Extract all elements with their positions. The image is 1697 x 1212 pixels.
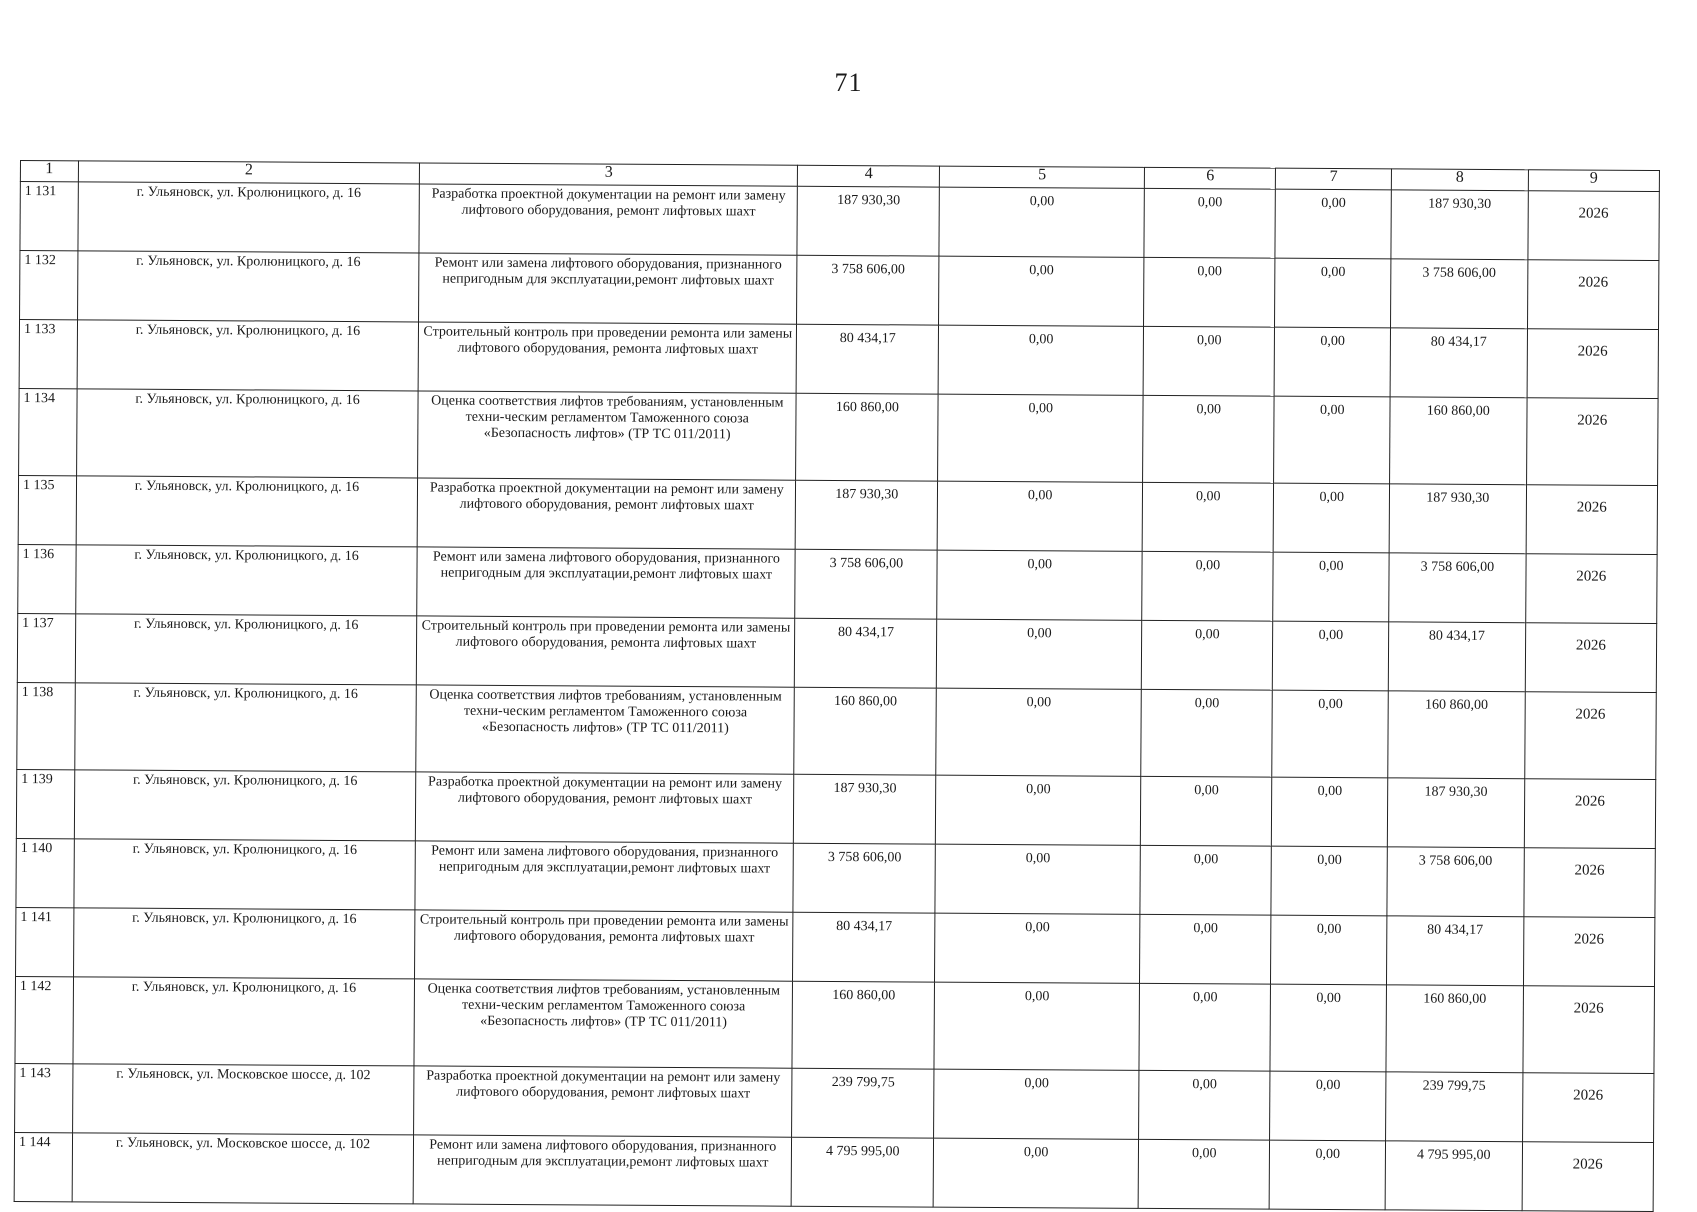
address-cell: г. Ульяновск, ул. Кролюницкого, д. 16 — [74, 839, 416, 910]
fund-cell-6: 0,00 — [1138, 1139, 1270, 1209]
fund-cell-6: 0,00 — [1144, 257, 1276, 327]
row-number-cell: 1 137 — [17, 613, 75, 682]
column-header: 2 — [78, 161, 420, 184]
owners-funds-cell: 160 860,00 — [1386, 985, 1523, 1073]
fund-cell-5: 0,00 — [939, 187, 1144, 257]
address-cell: г. Ульяновск, ул. Кролюницкого, д. 16 — [76, 476, 418, 547]
fund-cell-5: 0,00 — [935, 913, 1140, 983]
total-cost-cell: 160 860,00 — [792, 981, 934, 1069]
year-cell: 2026 — [1526, 398, 1658, 486]
owners-funds-cell: 160 860,00 — [1388, 691, 1525, 779]
fund-cell-6: 0,00 — [1140, 914, 1272, 984]
year-cell: 2026 — [1522, 1142, 1654, 1212]
row-number-cell: 1 135 — [18, 475, 76, 544]
owners-funds-cell: 4 795 995,00 — [1385, 1141, 1522, 1211]
total-cost-cell: 80 434,17 — [793, 912, 935, 982]
fund-cell-7: 0,00 — [1272, 690, 1388, 778]
fund-cell-5: 0,00 — [937, 481, 1142, 551]
table-row — [16, 769, 1655, 848]
owners-funds-cell: 3 758 606,00 — [1389, 553, 1526, 623]
fund-cell-7: 0,00 — [1271, 915, 1387, 985]
fund-cell-5: 0,00 — [935, 844, 1140, 914]
address-cell: г. Ульяновск, ул. Кролюницкого, д. 16 — [76, 389, 418, 478]
fund-cell-5: 0,00 — [934, 982, 1139, 1070]
fund-cell-5: 0,00 — [933, 1138, 1138, 1208]
total-cost-cell: 80 434,17 — [795, 618, 937, 688]
fund-cell-7: 0,00 — [1274, 396, 1390, 484]
fund-cell-6: 0,00 — [1139, 983, 1271, 1071]
owners-funds-cell: 160 860,00 — [1390, 397, 1527, 485]
work-type-cell: Разработка проектной документации на ремонт или замену лифтового оборудования, ремонт лифтовых шахт — [414, 1066, 793, 1137]
row-number-cell: 1 139 — [16, 769, 74, 838]
year-cell: 2026 — [1524, 692, 1656, 780]
table-row — [15, 976, 1655, 1073]
table-body — [14, 182, 1659, 1212]
fund-cell-5: 0,00 — [934, 1069, 1139, 1139]
column-header: 5 — [940, 166, 1145, 188]
fund-cell-6: 0,00 — [1143, 395, 1275, 483]
total-cost-cell: 80 434,17 — [797, 324, 939, 394]
year-cell: 2026 — [1522, 1073, 1654, 1143]
year-cell: 2026 — [1523, 986, 1655, 1074]
total-cost-cell: 4 795 995,00 — [792, 1137, 934, 1207]
row-number-cell: 1 136 — [18, 544, 76, 613]
total-cost-cell: 3 758 606,00 — [795, 549, 937, 619]
fund-cell-7: 0,00 — [1275, 258, 1391, 328]
row-number-cell: 1 142 — [15, 976, 73, 1063]
fund-cell-6: 0,00 — [1142, 551, 1274, 621]
address-cell: г. Ульяновск, ул. Кролюницкого, д. 16 — [73, 908, 415, 979]
row-number-cell: 1 133 — [19, 320, 77, 389]
table-row — [20, 182, 1659, 261]
fund-cell-6: 0,00 — [1142, 482, 1274, 552]
total-cost-cell: 187 930,30 — [794, 774, 936, 844]
lift-repair-table — [14, 160, 1660, 1212]
owners-funds-cell: 3 758 606,00 — [1387, 847, 1524, 917]
address-cell: г. Ульяновск, ул. Кролюницкого, д. 16 — [77, 251, 419, 322]
fund-cell-6: 0,00 — [1144, 188, 1276, 258]
fund-cell-6: 0,00 — [1141, 620, 1273, 690]
fund-cell-7: 0,00 — [1270, 1140, 1386, 1210]
address-cell: г. Ульяновск, ул. Кролюницкого, д. 16 — [73, 977, 415, 1066]
total-cost-cell: 187 930,30 — [797, 186, 939, 256]
column-header: 7 — [1276, 168, 1392, 190]
column-header: 1 — [20, 161, 78, 182]
owners-funds-cell: 239 799,75 — [1386, 1072, 1523, 1142]
address-cell: г. Ульяновск, ул. Кролюницкого, д. 16 — [78, 182, 420, 253]
fund-cell-5: 0,00 — [936, 775, 1141, 845]
table-row — [18, 475, 1657, 554]
year-cell: 2026 — [1527, 329, 1659, 399]
row-number-cell: 1 144 — [14, 1132, 72, 1201]
address-cell: г. Ульяновск, ул. Кролюницкого, д. 16 — [75, 683, 417, 772]
row-number-cell: 1 140 — [16, 838, 74, 907]
total-cost-cell: 3 758 606,00 — [793, 843, 935, 913]
table-row — [19, 388, 1659, 485]
fund-cell-5: 0,00 — [937, 550, 1142, 620]
owners-funds-cell: 187 930,30 — [1391, 190, 1528, 260]
total-cost-cell: 3 758 606,00 — [797, 255, 939, 325]
column-header: 9 — [1528, 170, 1660, 192]
fund-cell-6: 0,00 — [1139, 1070, 1271, 1140]
address-cell: г. Ульяновск, ул. Московское шоссе, д. 102 — [72, 1064, 414, 1135]
work-type-cell: Ремонт или замена лифтового оборудования, признанного непригодным для эксплуатации,ремонт лифтовых шахт — [417, 547, 796, 618]
row-number-cell: 1 132 — [20, 251, 78, 320]
address-cell: г. Ульяновск, ул. Кролюницкого, д. 16 — [77, 320, 419, 391]
row-number-cell: 1 143 — [15, 1063, 73, 1132]
work-type-cell: Разработка проектной документации на ремонт или замену лифтового оборудования, ремонт лифтовых шахт — [419, 184, 798, 255]
document-sheet — [14, 160, 1660, 1212]
table-row — [15, 1063, 1654, 1142]
year-cell: 2026 — [1524, 779, 1656, 849]
work-type-cell: Строительный контроль при проведении ремонта или замены лифтового оборудования, ремонта лифтовых шахт — [417, 616, 796, 687]
table-row — [20, 251, 1659, 330]
table-row — [16, 838, 1655, 917]
owners-funds-cell: 80 434,17 — [1388, 622, 1525, 692]
fund-cell-7: 0,00 — [1271, 846, 1387, 916]
fund-cell-5: 0,00 — [938, 325, 1143, 395]
work-type-cell: Строительный контроль при проведении ремонта или замены лифтового оборудования, ремонта лифтовых шахт — [418, 322, 797, 393]
table-row — [17, 613, 1656, 692]
work-type-cell: Строительный контроль при проведении ремонта или замены лифтового оборудования, ремонта лифтовых шахт — [415, 910, 794, 981]
total-cost-cell: 187 930,30 — [796, 480, 938, 550]
fund-cell-7: 0,00 — [1270, 984, 1386, 1072]
work-type-cell: Ремонт или замена лифтового оборудования, признанного непригодным для эксплуатации,ремонт лифтовых шахт — [419, 253, 798, 324]
table-row — [16, 907, 1655, 986]
total-cost-cell: 239 799,75 — [792, 1068, 934, 1138]
year-cell: 2026 — [1525, 623, 1657, 693]
total-cost-cell: 160 860,00 — [794, 687, 936, 775]
year-cell: 2026 — [1523, 917, 1655, 987]
year-cell: 2026 — [1526, 485, 1658, 555]
owners-funds-cell: 3 758 606,00 — [1391, 259, 1528, 329]
fund-cell-7: 0,00 — [1275, 327, 1391, 397]
fund-cell-5: 0,00 — [938, 394, 1143, 482]
table-row — [19, 320, 1658, 399]
row-number-cell: 1 138 — [17, 682, 75, 769]
fund-cell-7: 0,00 — [1273, 621, 1389, 691]
page-number: 71 — [834, 68, 863, 97]
column-header: 6 — [1145, 167, 1276, 189]
row-number-cell: 1 131 — [20, 182, 78, 251]
work-type-cell: Разработка проектной документации на ремонт или замену лифтового оборудования, ремонт лифтовых шахт — [416, 772, 795, 843]
work-type-cell: Оценка соответствия лифтов требованиям, установленным техни-ческим регламентом Таможенного союза «Безопасность лифтов» (ТР ТС 011/2011) — [418, 391, 797, 480]
year-cell: 2026 — [1525, 554, 1657, 624]
fund-cell-7: 0,00 — [1270, 1071, 1386, 1141]
address-cell: г. Ульяновск, ул. Кролюницкого, д. 16 — [75, 614, 417, 685]
address-cell: г. Ульяновск, ул. Кролюницкого, д. 16 — [74, 770, 416, 841]
table-row — [18, 544, 1657, 623]
fund-cell-6: 0,00 — [1141, 689, 1273, 777]
fund-cell-5: 0,00 — [937, 619, 1142, 689]
fund-cell-5: 0,00 — [936, 688, 1141, 776]
fund-cell-6: 0,00 — [1143, 326, 1275, 396]
fund-cell-7: 0,00 — [1274, 483, 1390, 553]
fund-cell-7: 0,00 — [1275, 189, 1391, 259]
column-header: 4 — [798, 165, 940, 187]
owners-funds-cell: 187 930,30 — [1389, 484, 1526, 554]
row-number-cell: 1 134 — [19, 388, 77, 475]
fund-cell-6: 0,00 — [1140, 845, 1272, 915]
work-type-cell: Оценка соответствия лифтов требованиям, установленным техни-ческим регламентом Таможенного союза «Безопасность лифтов» (ТР ТС 011/2011) — [414, 979, 793, 1068]
row-number-cell: 1 141 — [16, 907, 74, 976]
work-type-cell: Оценка соответствия лифтов требованиям, установленным техни-ческим регламентом Таможенного союза «Безопасность лифтов» (ТР ТС 011/2011) — [416, 685, 795, 774]
table-row — [17, 682, 1657, 779]
work-type-cell: Ремонт или замена лифтового оборудования, признанного непригодным для эксплуатации,ремонт лифтовых шахт — [413, 1135, 792, 1206]
fund-cell-7: 0,00 — [1272, 777, 1388, 847]
owners-funds-cell: 80 434,17 — [1387, 916, 1524, 986]
fund-cell-7: 0,00 — [1273, 552, 1389, 622]
address-cell: г. Ульяновск, ул. Кролюницкого, д. 16 — [76, 545, 418, 616]
fund-cell-5: 0,00 — [939, 256, 1144, 326]
year-cell: 2026 — [1527, 260, 1659, 330]
owners-funds-cell: 80 434,17 — [1390, 328, 1527, 398]
work-type-cell: Ремонт или замена лифтового оборудования, признанного непригодным для эксплуатации,ремонт лифтовых шахт — [415, 841, 794, 912]
address-cell: г. Ульяновск, ул. Московское шоссе, д. 102 — [72, 1133, 414, 1204]
owners-funds-cell: 187 930,30 — [1387, 778, 1524, 848]
column-header: 8 — [1391, 169, 1528, 191]
column-header: 3 — [420, 163, 798, 186]
fund-cell-6: 0,00 — [1140, 776, 1272, 846]
year-cell: 2026 — [1528, 191, 1660, 261]
total-cost-cell: 160 860,00 — [796, 393, 938, 481]
year-cell: 2026 — [1524, 848, 1656, 918]
work-type-cell: Разработка проектной документации на ремонт или замену лифтового оборудования, ремонт лифтовых шахт — [417, 478, 796, 549]
